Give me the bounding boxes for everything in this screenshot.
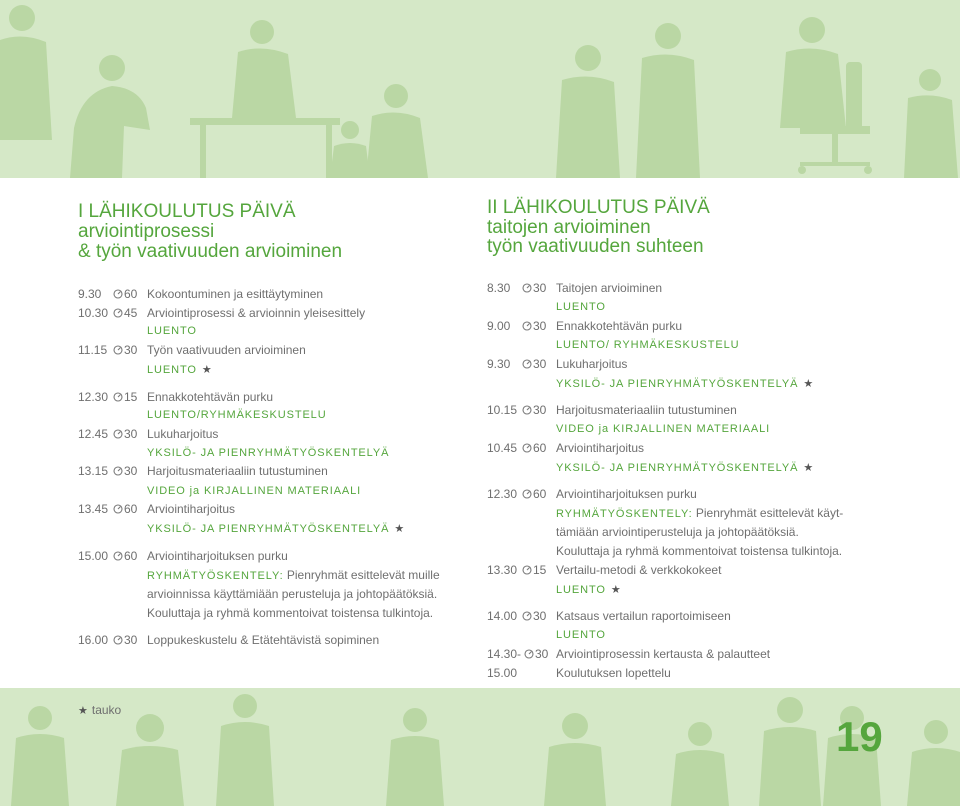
item-details-wrapper	[147, 568, 440, 584]
clock-icon	[522, 405, 532, 415]
item-activity: Arviointiharjoitus	[147, 502, 236, 516]
item-activity: Arviointiharjoitus	[556, 441, 645, 455]
item-time: 12.30	[78, 390, 109, 404]
schedule-item	[78, 633, 518, 648]
person-silhouette	[907, 720, 960, 806]
item-method-wrapper	[147, 521, 404, 537]
item-time: 15.00	[78, 549, 109, 563]
page-number: 19	[836, 713, 883, 760]
schedule-item	[487, 647, 927, 662]
star-icon: ★	[78, 704, 88, 717]
item-detail: Kouluttaja ja ryhmä kommentoivat toistensa tulkintoja.	[147, 606, 434, 620]
clock-icon	[113, 289, 123, 299]
star-icon: ★	[394, 522, 405, 535]
item-method: VIDEO ja KIRJALLINEN MATERIAALI	[556, 423, 771, 435]
item-activity: Lukuharjoitus	[147, 427, 219, 441]
day2-subtitle: työn vaativuuden suhteen	[487, 236, 704, 257]
star-icon: ★	[803, 377, 814, 390]
schedule-details-line	[487, 544, 927, 559]
item-time: 14.00	[487, 609, 518, 623]
item-duration: 30	[124, 464, 138, 478]
day2-title: II LÄHIKOULUTUS PÄIVÄ	[487, 197, 710, 218]
item-method: LUENTO	[147, 325, 197, 337]
item-duration: 30	[535, 647, 549, 661]
item-duration: 60	[533, 487, 547, 501]
item-detail: arvioinnissa käyttämiään perusteluja ja johtopäätöksiä.	[147, 587, 438, 601]
schedule-method-line	[78, 362, 518, 377]
day1-title: I LÄHIKOULUTUS PÄIVÄ	[78, 201, 296, 222]
item-method: YKSILÖ- JA PIENRYHMÄTYÖSKENTELYÄ	[147, 523, 390, 535]
clock-icon	[522, 359, 532, 369]
schedule-method-line	[78, 324, 518, 339]
schedule-item	[487, 563, 927, 578]
schedule-details-line	[78, 568, 518, 583]
schedule-method-line	[487, 338, 927, 353]
item-activity: Vertailu-metodi & verkkokokeet	[556, 563, 722, 577]
schedule-item	[78, 390, 518, 405]
schedule-item	[78, 306, 518, 321]
item-activity: Taitojen arvioiminen	[556, 281, 663, 295]
item-duration: 45	[124, 306, 138, 320]
item-time: 9.30	[487, 357, 511, 371]
schedule-method-line	[78, 484, 518, 499]
clock-icon	[524, 649, 534, 659]
schedule-method-line	[487, 628, 927, 643]
item-duration: 30	[533, 609, 547, 623]
item-method: LUENTO/RYHMÄKESKUSTELU	[147, 409, 327, 421]
schedule-item	[487, 357, 927, 372]
item-duration: 60	[124, 287, 138, 301]
item-activity: Ennakkotehtävän purku	[147, 390, 274, 404]
item-method: RYHMÄTYÖSKENTELY:	[147, 570, 284, 582]
item-method: YKSILÖ- JA PIENRYHMÄTYÖSKENTELYÄ	[556, 462, 799, 474]
schedule-item	[78, 427, 518, 442]
day2-schedule	[487, 0, 927, 688]
item-duration: 60	[533, 441, 547, 455]
star-icon: ★	[803, 461, 814, 474]
item-duration: 60	[124, 502, 138, 516]
schedule-item	[487, 487, 927, 502]
item-method-wrapper	[556, 582, 621, 598]
clock-icon	[522, 489, 532, 499]
item-activity: Loppukeskustelu & Etätehtävistä sopiminen	[147, 633, 380, 647]
item-duration: 60	[124, 549, 138, 563]
schedule-details-line	[487, 506, 927, 521]
item-duration: 30	[124, 343, 138, 357]
clock-icon	[522, 565, 532, 575]
item-duration: 30	[124, 427, 138, 441]
item-method: LUENTO	[556, 629, 606, 641]
person-silhouette	[216, 694, 274, 806]
item-time: 9.30	[78, 287, 102, 301]
clock-icon	[522, 283, 532, 293]
item-time: 16.00	[78, 633, 109, 647]
item-method: LUENTO/ RYHMÄKESKUSTELU	[556, 339, 740, 351]
schedule-item	[487, 666, 927, 681]
schedule-item	[78, 287, 518, 302]
item-method: YKSILÖ- JA PIENRYHMÄTYÖSKENTELYÄ	[147, 447, 390, 459]
schedule-method-line	[78, 408, 518, 423]
item-time: 8.30	[487, 281, 511, 295]
clock-icon	[113, 392, 123, 402]
person-silhouette	[671, 722, 729, 806]
item-time: 12.45	[78, 427, 109, 441]
item-time: 13.45	[78, 502, 109, 516]
clock-icon	[113, 466, 123, 476]
people-silhouettes	[0, 688, 960, 806]
item-activity: Kokoontuminen ja esittäytyminen	[147, 287, 324, 301]
schedule-method-line	[78, 521, 518, 536]
person-silhouette	[0, 5, 52, 140]
schedule-method-line	[78, 446, 518, 461]
schedule-item	[78, 549, 518, 564]
item-method: LUENTO	[556, 584, 606, 596]
item-duration: 15	[124, 390, 138, 404]
item-time: 9.00	[487, 319, 511, 333]
clock-icon	[113, 429, 123, 439]
schedule-method-line	[487, 460, 927, 475]
schedule-item	[487, 281, 927, 296]
break-legend	[78, 703, 121, 718]
schedule-item	[487, 441, 927, 456]
clock-icon	[113, 635, 123, 645]
item-activity: Arviointiprosessi & arvioinnin yleisesittely	[147, 306, 366, 320]
footer-band	[0, 688, 960, 806]
item-activity: Koulutuksen lopettelu	[556, 666, 671, 680]
clock-icon	[522, 611, 532, 621]
item-activity: Arviointiharjoituksen purku	[556, 487, 697, 501]
schedule-item	[487, 319, 927, 334]
star-icon: ★	[201, 363, 212, 376]
item-time: 11.15	[78, 343, 108, 357]
item-duration: 30	[533, 403, 547, 417]
item-time: 13.15	[78, 464, 109, 478]
star-icon: ★	[610, 583, 621, 596]
clock-icon	[522, 321, 532, 331]
schedule-method-line	[487, 422, 927, 437]
schedule-method-line	[487, 376, 927, 391]
item-time: 14.30-	[487, 647, 522, 661]
day1-schedule	[78, 0, 518, 688]
item-detail: tämiään arviointiperusteluja ja johtopäätöksiä.	[556, 525, 799, 539]
legend-label: tauko	[91, 703, 122, 717]
item-method-wrapper	[556, 376, 813, 392]
item-method-wrapper	[147, 362, 212, 378]
item-duration: 30	[124, 633, 138, 647]
schedule-method-line	[487, 300, 927, 315]
item-activity: Harjoitusmateriaaliin tutustuminen	[556, 403, 737, 417]
schedule-details-line	[78, 606, 518, 621]
person-silhouette	[116, 714, 184, 806]
item-activity: Arviointiharjoituksen purku	[147, 549, 288, 563]
schedule-details-line	[78, 587, 518, 602]
schedule-details-line	[487, 525, 927, 540]
item-detail: Pienryhmät esittelevät muille	[286, 568, 440, 582]
schedule-item	[78, 464, 518, 479]
item-details-wrapper	[556, 506, 843, 522]
item-time: 10.15	[487, 403, 518, 417]
person-silhouette	[544, 713, 606, 806]
clock-icon	[113, 345, 123, 355]
item-method: VIDEO ja KIRJALLINEN MATERIAALI	[147, 485, 362, 497]
item-time: 15.00	[487, 666, 518, 680]
schedule-item	[78, 502, 518, 517]
item-detail: Kouluttaja ja ryhmä kommentoivat toistensa tulkintoja.	[556, 544, 843, 558]
item-duration: 30	[533, 319, 547, 333]
item-duration: 30	[533, 357, 547, 371]
item-activity: Katsaus vertailun raportoimiseen	[556, 609, 731, 623]
item-method: YKSILÖ- JA PIENRYHMÄTYÖSKENTELYÄ	[556, 378, 799, 390]
item-duration: 15	[533, 563, 547, 577]
schedule-method-line	[487, 582, 927, 597]
person-silhouette	[386, 708, 444, 806]
day1-subtitle: & työn vaativuuden arvioiminen	[78, 241, 343, 262]
item-method: LUENTO	[147, 364, 197, 376]
item-time: 10.30	[78, 306, 109, 320]
day1-subtitle: arviointiprosessi	[78, 221, 215, 242]
clock-icon	[113, 308, 123, 318]
item-activity: Työn vaativuuden arvioiminen	[147, 343, 306, 357]
item-method: RYHMÄTYÖSKENTELY:	[556, 508, 693, 520]
person-silhouette	[759, 697, 821, 806]
day2-subtitle: taitojen arvioiminen	[487, 217, 651, 238]
item-activity: Harjoitusmateriaaliin tutustuminen	[147, 464, 328, 478]
item-activity: Ennakkotehtävän purku	[556, 319, 683, 333]
item-duration: 30	[533, 281, 547, 295]
item-activity: Arviointiprosessin kertausta & palautteet	[556, 647, 771, 661]
item-method-wrapper	[556, 460, 813, 476]
item-detail: Pienryhmät esittelevät käyt-	[695, 506, 844, 520]
item-time: 12.30	[487, 487, 518, 501]
item-method: LUENTO	[556, 301, 606, 313]
schedule-item	[78, 343, 518, 358]
clock-icon	[113, 504, 123, 514]
schedule-item	[487, 609, 927, 624]
schedule-item	[487, 403, 927, 418]
item-time: 10.45	[487, 441, 518, 455]
person-silhouette	[11, 706, 69, 806]
item-activity: Lukuharjoitus	[556, 357, 628, 371]
item-time: 13.30	[487, 563, 518, 577]
clock-icon	[113, 551, 123, 561]
clock-icon	[522, 443, 532, 453]
